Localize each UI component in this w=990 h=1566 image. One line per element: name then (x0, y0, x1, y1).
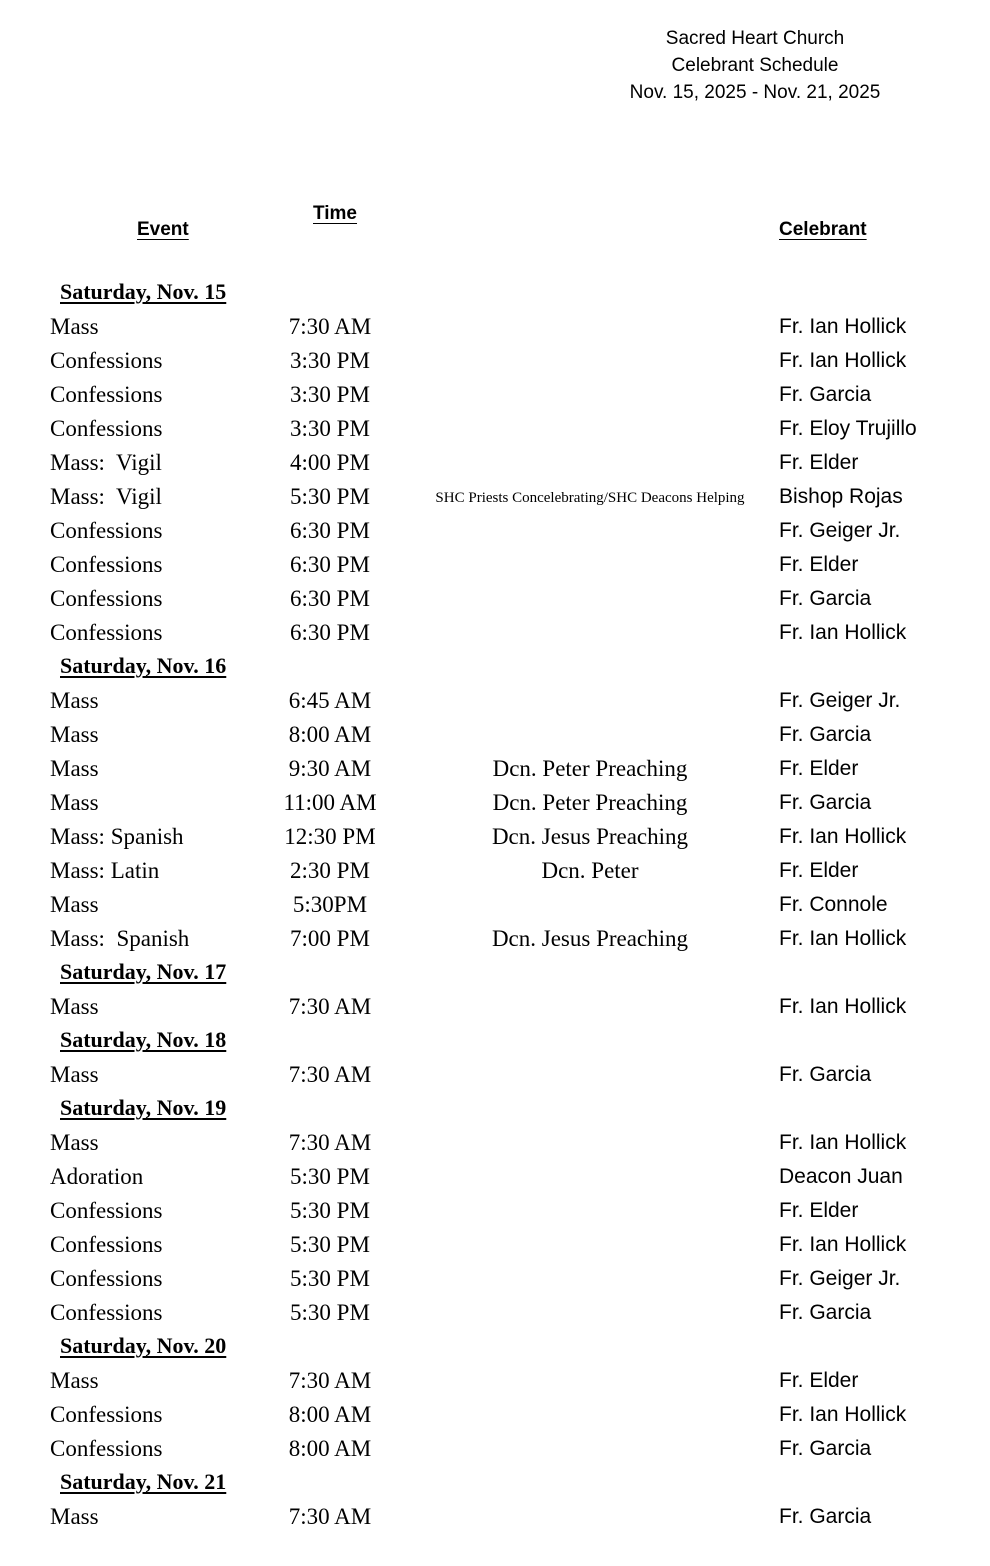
event-cell: Mass (50, 756, 99, 781)
schedule-row (0, 550, 990, 584)
time-cell: 11:00 AM (283, 790, 377, 815)
time-cell: 6:30 PM (290, 518, 370, 543)
time-cell: 7:30 AM (288, 1504, 372, 1529)
schedule-row (0, 856, 990, 890)
event-cell: Confessions (50, 1402, 163, 1427)
schedule-row (0, 1264, 990, 1298)
time-cell: 5:30 PM (290, 1266, 370, 1291)
time-cell: 9:30 AM (288, 756, 372, 781)
celebrant-cell: Deacon Juan (779, 1165, 903, 1188)
time-cell: 12:30 PM (284, 824, 376, 849)
event-cell: Mass (50, 314, 99, 339)
schedule-row (0, 618, 990, 652)
schedule-row (0, 1502, 990, 1536)
celebrant-cell: Fr. Ian Hollick (779, 927, 907, 950)
day-header-label: Saturday, Nov. 19 (60, 1095, 227, 1120)
day-header (0, 652, 990, 686)
celebrant-cell: Fr. Elder (779, 859, 859, 882)
note-cell: Dcn. Jesus Preaching (491, 824, 689, 849)
celebrant-cell: Fr. Garcia (779, 587, 872, 610)
schedule-row (0, 890, 990, 924)
celebrant-cell: Fr. Garcia (779, 1301, 872, 1324)
date-range: Nov. 15, 2025 - Nov. 21, 2025 (629, 82, 881, 103)
day-header (0, 1094, 990, 1128)
celebrant-cell: Fr. Ian Hollick (779, 621, 907, 644)
event-cell: Confessions (50, 620, 163, 645)
day-header-label: Saturday, Nov. 18 (60, 1027, 227, 1052)
event-cell: Confessions (50, 416, 163, 441)
celebrant-cell: Fr. Eloy Trujillo (779, 417, 917, 440)
schedule-row (0, 1400, 990, 1434)
event-cell: Mass (50, 1062, 99, 1087)
schedule-row (0, 1434, 990, 1468)
event-cell: Confessions (50, 1198, 163, 1223)
day-header (0, 958, 990, 992)
schedule-row (0, 754, 990, 788)
time-cell: 7:30 AM (288, 1368, 372, 1393)
schedule-row (0, 686, 990, 720)
schedule-table (0, 278, 990, 1536)
celebrant-cell: Fr. Garcia (779, 1437, 872, 1460)
time-cell: 5:30 PM (290, 1164, 370, 1189)
column-header-time: Time (313, 203, 358, 224)
event-cell: Mass (50, 1130, 99, 1155)
schedule-row (0, 516, 990, 550)
time-cell: 8:00 AM (288, 722, 372, 747)
celebrant-cell: Bishop Rojas (779, 485, 903, 508)
time-cell: 6:30 PM (290, 586, 370, 611)
schedule-row (0, 414, 990, 448)
time-cell: 6:45 AM (288, 688, 372, 713)
schedule-row (0, 1128, 990, 1162)
celebrant-cell: Fr. Elder (779, 757, 859, 780)
event-cell: Confessions (50, 382, 163, 407)
event-cell: Confessions (50, 552, 163, 577)
schedule-row (0, 448, 990, 482)
celebrant-cell: Fr. Geiger Jr. (779, 1267, 901, 1290)
celebrant-cell: Fr. Elder (779, 553, 859, 576)
church-name: Sacred Heart Church (665, 28, 845, 49)
schedule-row (0, 1060, 990, 1094)
time-cell: 7:30 AM (288, 1130, 372, 1155)
schedule-row (0, 1230, 990, 1264)
celebrant-cell: Fr. Garcia (779, 383, 872, 406)
column-header-event: Event (137, 219, 189, 240)
celebrant-cell: Fr. Garcia (779, 791, 872, 814)
time-cell: 7:30 AM (288, 1062, 372, 1087)
note-cell: Dcn. Peter (541, 858, 639, 883)
celebrant-cell: Fr. Garcia (779, 1063, 872, 1086)
celebrant-cell: Fr. Ian Hollick (779, 1403, 907, 1426)
celebrant-cell: Fr. Ian Hollick (779, 1233, 907, 1256)
time-cell: 5:30 PM (290, 484, 370, 509)
schedule-row (0, 992, 990, 1026)
celebrant-cell: Fr. Geiger Jr. (779, 689, 901, 712)
schedule-row (0, 924, 990, 958)
schedule-row (0, 1366, 990, 1400)
schedule-row (0, 482, 990, 516)
time-cell: 3:30 PM (290, 382, 370, 407)
event-cell: Confessions (50, 1300, 163, 1325)
event-cell: Confessions (50, 348, 163, 373)
time-cell: 7:30 AM (288, 994, 372, 1019)
note-cell: Dcn. Jesus Preaching (491, 926, 689, 951)
event-cell: Confessions (50, 518, 163, 543)
day-header-label: Saturday, Nov. 20 (60, 1333, 227, 1358)
document-header (515, 25, 990, 106)
time-cell: 8:00 AM (288, 1402, 372, 1427)
event-cell: Mass (50, 892, 99, 917)
schedule-row (0, 1196, 990, 1230)
schedule-row (0, 720, 990, 754)
time-cell: 5:30PM (292, 892, 368, 917)
celebrant-cell: Fr. Ian Hollick (779, 1131, 907, 1154)
time-cell: 7:00 PM (290, 926, 370, 951)
time-cell: 7:30 AM (288, 314, 372, 339)
event-cell: Confessions (50, 1436, 163, 1461)
event-cell: Mass: Spanish (50, 926, 190, 951)
event-cell: Confessions (50, 1266, 163, 1291)
event-cell: Mass (50, 790, 99, 815)
schedule-row (0, 1162, 990, 1196)
celebrant-cell: Fr. Elder (779, 1369, 859, 1392)
celebrant-cell: Fr. Ian Hollick (779, 825, 907, 848)
day-header-label: Saturday, Nov. 21 (60, 1469, 227, 1494)
event-cell: Confessions (50, 586, 163, 611)
note-cell: Dcn. Peter Preaching (492, 790, 688, 815)
time-cell: 3:30 PM (290, 416, 370, 441)
celebrant-cell: Fr. Elder (779, 1199, 859, 1222)
celebrant-cell: Fr. Garcia (779, 1505, 872, 1528)
column-header-celebrant: Celebrant (779, 219, 867, 240)
celebrant-cell: Fr. Elder (779, 451, 859, 474)
event-cell: Mass: Spanish (50, 824, 184, 849)
celebrant-cell: Fr. Ian Hollick (779, 315, 907, 338)
time-cell: 8:00 AM (288, 1436, 372, 1461)
day-header (0, 1332, 990, 1366)
day-header (0, 1468, 990, 1502)
note-cell: SHC Priests Concelebrating/SHC Deacons Helping (435, 490, 745, 506)
event-cell: Mass (50, 722, 99, 747)
time-cell: 5:30 PM (290, 1198, 370, 1223)
time-cell: 2:30 PM (290, 858, 370, 883)
celebrant-cell: Fr. Ian Hollick (779, 349, 907, 372)
celebrant-cell: Fr. Ian Hollick (779, 995, 907, 1018)
event-cell: Mass: Latin (50, 858, 160, 883)
event-cell: Mass (50, 994, 99, 1019)
time-cell: 4:00 PM (290, 450, 370, 475)
time-cell: 3:30 PM (290, 348, 370, 373)
day-header (0, 278, 990, 312)
schedule-row (0, 312, 990, 346)
day-header (0, 1026, 990, 1060)
note-cell: Dcn. Peter Preaching (492, 756, 688, 781)
celebrant-cell: Fr. Geiger Jr. (779, 519, 901, 542)
schedule-row (0, 1298, 990, 1332)
schedule-row (0, 822, 990, 856)
day-header-label: Saturday, Nov. 17 (60, 959, 227, 984)
day-header-label: Saturday, Nov. 15 (60, 279, 227, 304)
event-cell: Mass (50, 1504, 99, 1529)
time-cell: 5:30 PM (290, 1232, 370, 1257)
celebrant-cell: Fr. Connole (779, 893, 888, 916)
schedule-row (0, 346, 990, 380)
day-header-label: Saturday, Nov. 16 (60, 653, 227, 678)
event-cell: Confessions (50, 1232, 163, 1257)
event-cell: Adoration (50, 1164, 144, 1189)
celebrant-cell: Fr. Garcia (779, 723, 872, 746)
event-cell: Mass (50, 1368, 99, 1393)
schedule-row (0, 380, 990, 414)
schedule-row (0, 788, 990, 822)
time-cell: 5:30 PM (290, 1300, 370, 1325)
event-cell: Mass: Vigil (50, 450, 162, 475)
event-cell: Mass (50, 688, 99, 713)
time-cell: 6:30 PM (290, 552, 370, 577)
document-title: Celebrant Schedule (671, 55, 839, 76)
time-cell: 6:30 PM (290, 620, 370, 645)
schedule-row (0, 584, 990, 618)
event-cell: Mass: Vigil (50, 484, 162, 509)
